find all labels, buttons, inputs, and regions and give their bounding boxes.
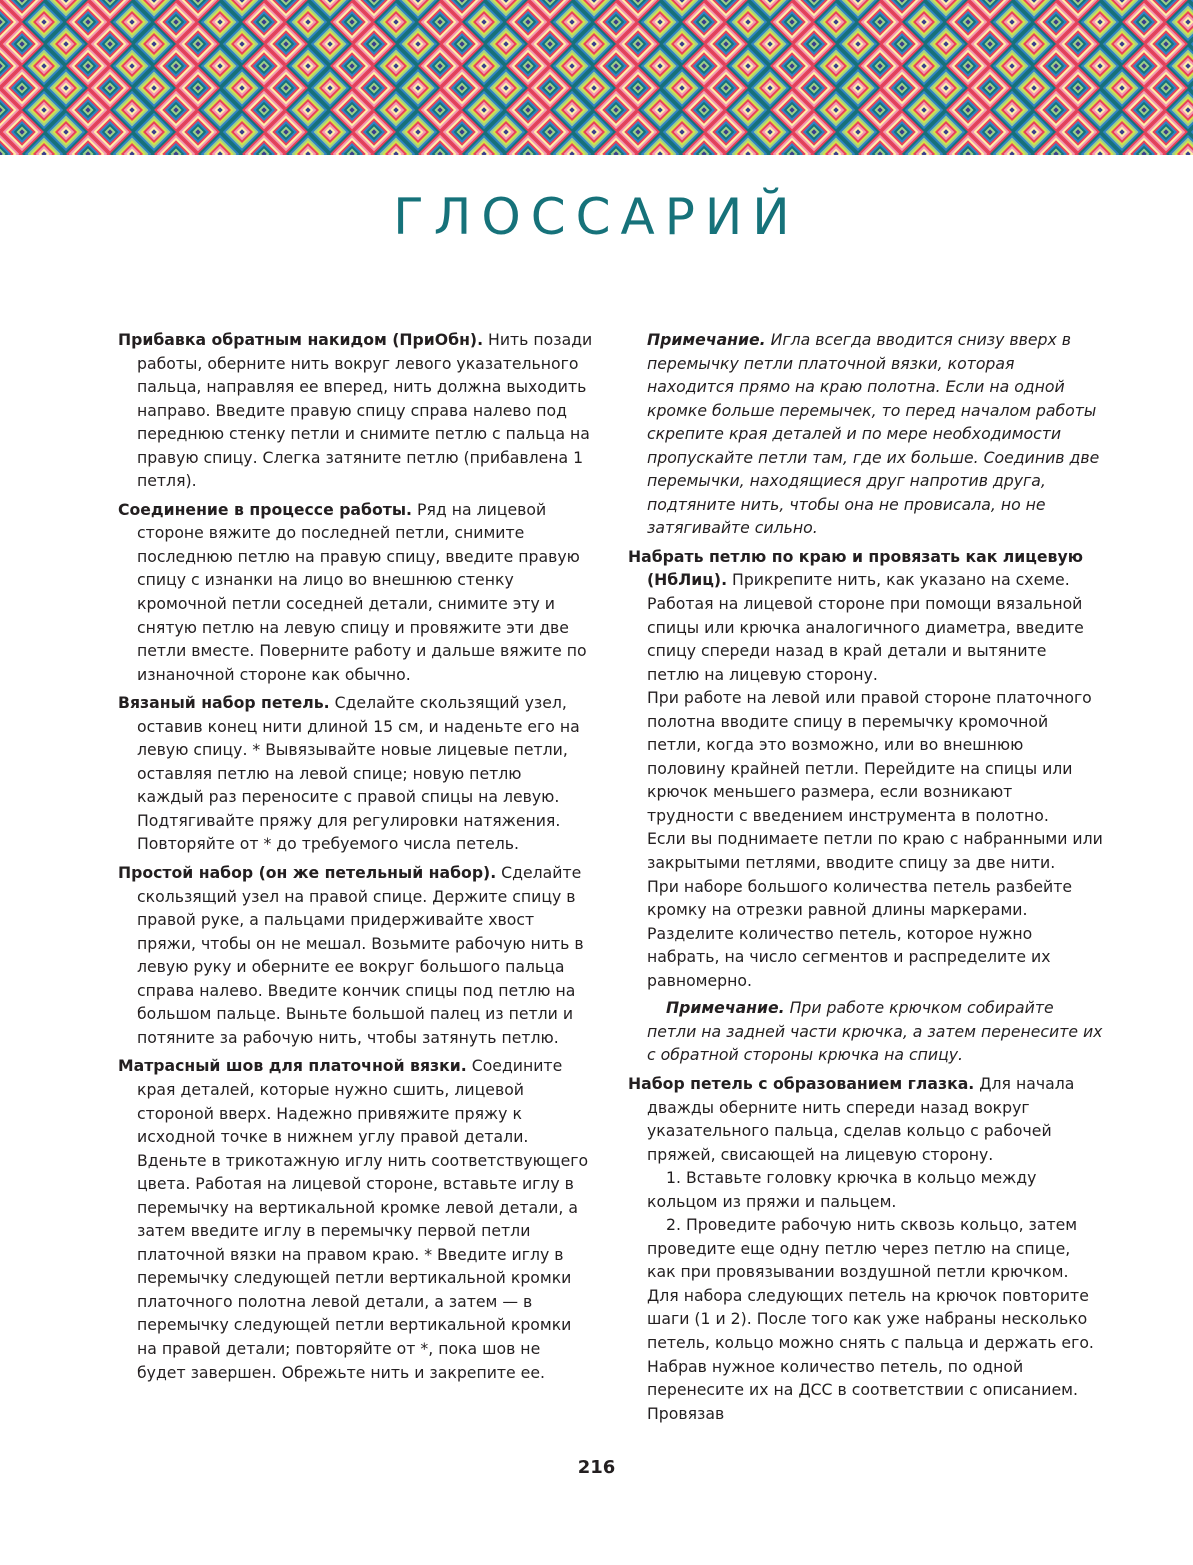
glossary-term: Вязаный набор петель. (118, 693, 330, 713)
glossary-entry (118, 498, 593, 686)
glossary-entry-lead (628, 545, 1103, 686)
glossary-entry-lead (628, 1072, 1103, 1166)
decorative-banner (0, 0, 1193, 155)
note (628, 996, 1103, 1067)
glossary-definition: Соедините края деталей, которые нужно сшить, лицевой стороной вверх. Надежно привяжите пряжу к исходной точке в нижнем углу правой детали. Вденьте в трикотажную иглу нить соответствующего цвета. Работая на лицевой стороне, вставьте иглу в перемычку на вертикальной кромке левой детали, а затем введите иглу в перемычку первой петли платочной вязки на правом краю. * Введите иглу в перемычку следующей петли вертикальной кромки платочного полотна левой детали, а затем — в перемычку следующей петли вертикальной кромки на правой детали; повторяйте от *, пока шов не будет завершен. Обрежьте нить и закрепите ее. (137, 1056, 589, 1382)
entry-paragraph: Если вы поднимаете петли по краю с набранными или закрытыми петлями, вводите спицу за две нити. (647, 829, 1103, 873)
diamond-pattern (0, 0, 1193, 155)
glossary-definition: Прикрепите нить, как указано на схеме. Работая на лицевой стороне при помощи вязальной спицы или крючка аналогичного диаметра, введите спицу спереди назад в край детали и вытяните петлю на лицевую сторону. (647, 570, 1084, 684)
glossary-definition: Ряд на лицевой стороне вяжите до последней петли, снимите последнюю петлю на правую спицу, введите правую спицу с изнанки на лицо во внешнюю стенку кромочной петли соседней детали, снимите эту и снятую петлю на левую спицу и провяжите эти две петли вместе. Поверните работу и дальше вяжите по изнаночной стороне как обычно. (137, 499, 587, 684)
entry-step: 2. Проведите рабочую нить сквозь кольцо, затем проведите еще одну петлю через петлю на спице, как при провязывании воздушной петли крючком. (647, 1215, 1078, 1282)
glossary-term: Соединение в процессе работы. (118, 499, 412, 519)
glossary-term: Простой набор (он же петельный набор). (118, 863, 497, 883)
page-number: 216 (577, 1457, 616, 1478)
glossary-right-column (628, 328, 1103, 1425)
glossary-entry (118, 328, 593, 493)
entry-step: 1. Вставьте головку крючка в кольцо между кольцом из пряжи и пальцем. (647, 1168, 1037, 1211)
entry-paragraph: При наборе большого количества петель разбейте кромку на отрезки равной длины маркерами. Разделите количество петель, которое нужно набрать, на число сегментов и распределите их равномерно. (647, 876, 1073, 990)
entry-paragraph: Для набора следующих петель на крючок повторите шаги (1 и 2). После того как уже набраны несколько петель, кольцо можно снять с пальца и держать его. (647, 1285, 1094, 1352)
glossary-entry (118, 861, 593, 1049)
glossary-term: Прибавка обратным накидом (ПриОбн). (118, 330, 484, 349)
glossary-entry (628, 1072, 1103, 1425)
glossary-term: Набрать петлю по краю и провязать как лицевую (НбЛиц). (628, 546, 1083, 590)
glossary-term: Матрасный шов для платочной вязки. (118, 1056, 467, 1076)
page-title: ГЛОССАРИЙ (393, 188, 800, 246)
note-label: Примечание. (666, 998, 785, 1018)
glossary-term: Набор петель с образованием глазка. (628, 1073, 975, 1093)
glossary-entry (118, 1054, 593, 1384)
entry-paragraph: При работе на левой или правой стороне платочного полотна вводите спицу в перемычку кромочной петли, когда это возможно, или во внешнюю половину крайней петли. Перейдите на спицы или крючок меньшего размера, если возникают трудности с введением инструмента в полотно. (647, 688, 1092, 825)
glossary-entry (118, 691, 593, 856)
glossary-definition: Нить позади работы, оберните нить вокруг левого указательного пальца, направляя ее вперед, нить должна выходить направо. Введите правую спицу справа налево под переднюю стенку петли и снимите петлю с пальца на правую спицу. Слегка затяните петлю (прибавлена 1 петля). (137, 330, 593, 491)
glossary-left-column (118, 328, 593, 1389)
note-text: Игла всегда вводится снизу вверх в перемычку петли платочной вязки, которая находится прямо на краю полотна. Если на одной кромке больше перемычек, то перед началом работы скрепите края деталей и по мере необходимости пропускайте петли там, где их больше. Соединив две перемычки, находящиеся друг напротив друга, подтяните нить, чтобы она не провисала, но не затягивайте сильно. (647, 330, 1100, 538)
note-text: При работе крючком собирайте петли на задней части крючка, а затем перенесите их с обратной стороны крючка на спицу. (647, 998, 1103, 1065)
glossary-definition: Сделайте скользящий узел, оставив конец нити длиной 15 см, и наденьте его на левую спицу. * Вывязывайте новые лицевые петли, оставляя петлю на левой спице; новую петлю каждый раз переносите с правой спицы на левую. Подтягивайте пряжу для регулировки натяжения. Повторяйте от * до требуемого числа петель. (137, 693, 580, 854)
note-label: Примечание. (647, 330, 766, 349)
glossary-entry (628, 545, 1103, 1067)
glossary-definition: Для начала дважды оберните нить спереди назад вокруг указательного пальца, сделав кольцо с рабочей пряжей, свисающей на лицевую сторону. (647, 1073, 1075, 1164)
glossary-definition: Сделайте скользящий узел на правой спице. Держите спицу в правой руке, а пальцами придерживайте хвост пряжи, чтобы он не мешал. Возьмите рабочую нить в левую руку и оберните ее вокруг большого пальца справа налево. Введите кончик спицы под петлю на большом пальце. Выньте большой палец из петли и потяните за рабочую нить, чтобы затянуть петлю. (137, 863, 584, 1047)
entry-paragraph: Набрав нужное количество петель, по одной перенесите их на ДСС в соответствии с описанием. Провязав (647, 1356, 1078, 1423)
note (628, 328, 1103, 540)
